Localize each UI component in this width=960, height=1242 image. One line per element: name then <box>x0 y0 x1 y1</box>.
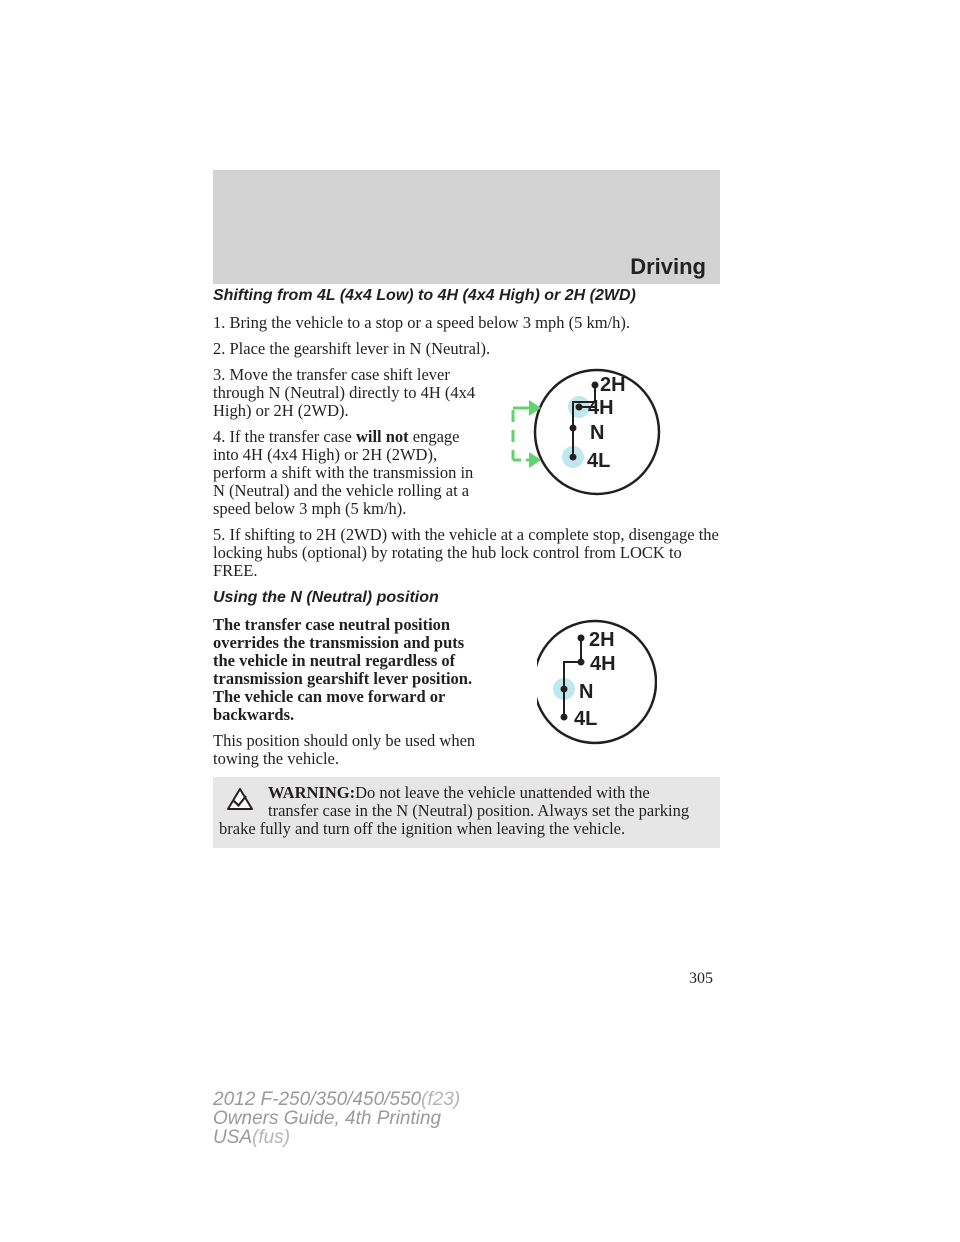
neutral-with-diagram <box>213 616 720 768</box>
section2-heading: Using the N (Neutral) position <box>213 589 439 606</box>
dot-4h <box>576 404 583 411</box>
step-2: 2. Place the gearshift lever in N (Neutral). <box>213 339 491 358</box>
footer-line-3: USA(fus) <box>213 1127 291 1148</box>
page-content <box>213 286 720 848</box>
warning-line-1: WARNING:Do not leave the vehicle unattended with the <box>268 783 650 802</box>
label-4h: 4H <box>588 397 614 419</box>
step-4: 4. If the transfer case will not engage into 4H (4x4 High) or 2H (2WD), perform a shift with the transmission in N (Neutral) and the vehicle rolling at a speed below 3 mph (5 km/h). <box>213 427 474 518</box>
step-3: 3. Move the transfer case shift lever through N (Neutral) directly to 4H (4x4 High) or 2H (2WD). <box>213 365 476 420</box>
step-5: 5. If shifting to 2H (2WD) with the vehicle at a complete stop, disengage the locking hubs (optional) by rotating the hub lock control from LOCK to FREE. <box>213 525 719 580</box>
dot-4l <box>561 714 568 721</box>
warning-box <box>213 777 720 848</box>
label-n: N <box>590 422 605 444</box>
label-4h: 4H <box>590 653 616 675</box>
label-2h: 2H <box>589 629 615 651</box>
neutral-bold-para: The transfer case neutral position overrides the transmission and puts the vehicle in neutral regardless of transmission gearshift lever position. The vehicle can move forward or backwards. <box>213 615 473 724</box>
footer-line-2: Owners Guide, 4th Printing <box>213 1108 442 1129</box>
arrow-head-top <box>529 400 541 416</box>
dot-n <box>570 425 577 432</box>
dot-4h <box>578 659 585 666</box>
shift-diagram-4l-to-4h <box>509 368 669 498</box>
dot-2h <box>578 635 585 642</box>
document-footer <box>213 1090 460 1147</box>
warning-rest: transfer case in the N (Neutral) position. Always set the parking brake fully and turn off the ignition when leaving the vehicle. <box>219 801 690 838</box>
section-title: Driving <box>630 254 706 279</box>
label-4l: 4L <box>587 450 611 472</box>
section-header <box>213 170 720 284</box>
dot-2h <box>592 382 599 389</box>
label-4l: 4L <box>574 708 598 730</box>
section1-heading: Shifting from 4L (4x4 Low) to 4H (4x4 High) or 2H (2WD) <box>213 287 636 304</box>
shift-diagram-neutral <box>537 618 657 748</box>
page-number: 305 <box>689 970 713 987</box>
label-n: N <box>579 681 594 703</box>
dot-4l <box>570 454 577 461</box>
steps-with-diagram <box>213 366 720 518</box>
shift-gate <box>573 385 595 457</box>
label-2h: 2H <box>600 374 626 396</box>
neutral-para: This position should only be used when towing the vehicle. <box>213 731 476 768</box>
warning-triangle-icon <box>227 787 253 811</box>
step-1: 1. Bring the vehicle to a stop or a speed below 3 mph (5 km/h). <box>213 313 630 332</box>
footer-line-1: 2012 F-250/350/450/550(f23) <box>213 1089 461 1110</box>
dot-n <box>561 686 568 693</box>
